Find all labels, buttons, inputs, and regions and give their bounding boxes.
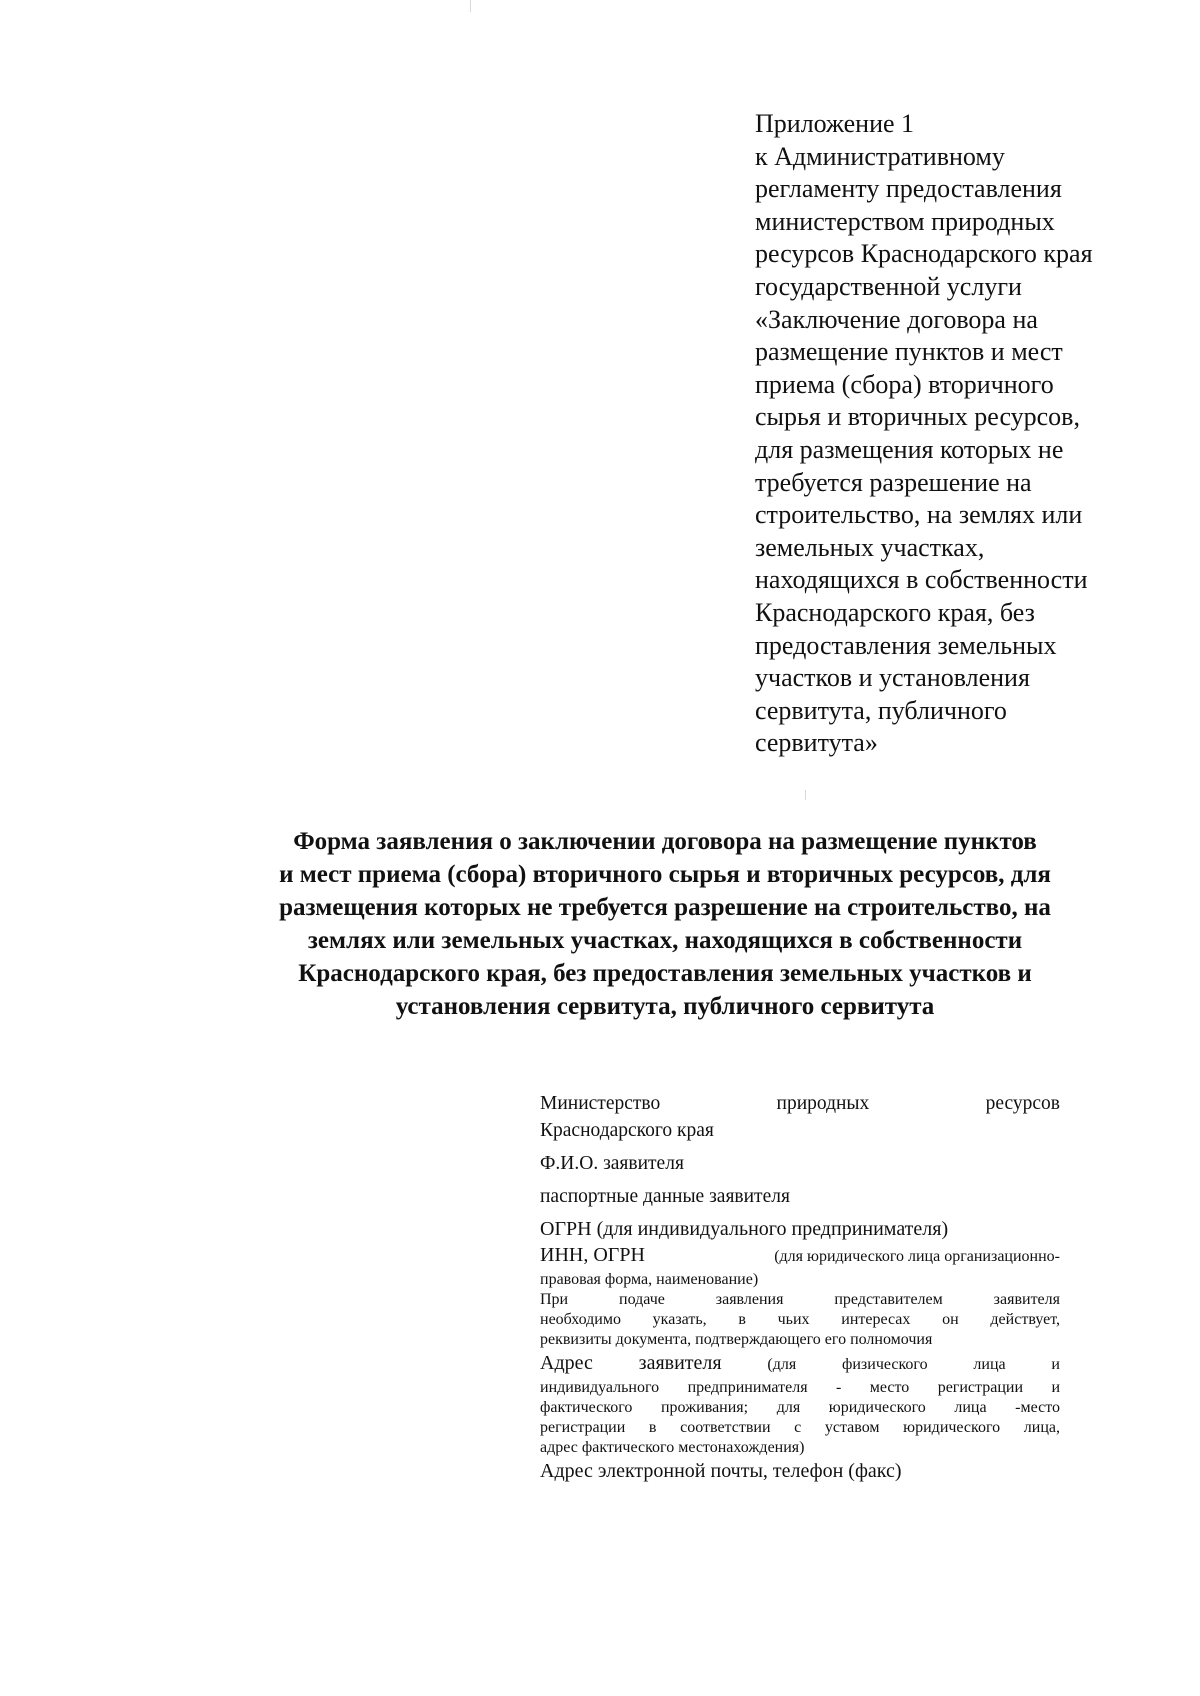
form-title bbox=[200, 825, 1130, 1023]
appendix-line: для размещения которых не bbox=[755, 434, 1064, 464]
recipient-block bbox=[540, 1090, 1060, 1484]
inn-ogrn-main: ИНН, ОГРН bbox=[540, 1244, 645, 1266]
appendix-line: приема (сбора) вторичного bbox=[755, 369, 1054, 399]
address-note: фактического проживания; для юридического лица -место bbox=[540, 1399, 1060, 1416]
appendix-heading bbox=[755, 108, 1175, 760]
representative-note: При подаче заявления представителем заявителя bbox=[540, 1291, 1060, 1308]
form-title-line: установления сервитута, публичного сервитута bbox=[395, 993, 935, 1020]
address-note: регистрации в соответствии с уставом юридического лица, bbox=[540, 1419, 1060, 1436]
appendix-line: к Административному bbox=[755, 141, 1005, 171]
appendix-line: Приложение 1 bbox=[755, 109, 915, 138]
appendix-line: «Заключение договора на bbox=[755, 304, 1038, 334]
appendix-line: государственной услуги bbox=[755, 271, 1022, 301]
address-word: и bbox=[1051, 1356, 1060, 1373]
address-word: физического bbox=[842, 1356, 928, 1373]
form-title-line: Форма заявления о заключении договора на размещение пунктов bbox=[293, 828, 1037, 855]
address-note: индивидуального предпринимателя - место регистрации и bbox=[540, 1379, 1060, 1396]
appendix-line: земельных участках, bbox=[755, 532, 985, 562]
form-title-line: землях или земельных участках, находящихся в собственности bbox=[307, 927, 1023, 954]
address-note: адрес фактического местонахождения) bbox=[540, 1439, 805, 1456]
representative-note: реквизиты документа, подтверждающего его полномочия bbox=[540, 1331, 933, 1348]
appendix-line: размещение пунктов и мест bbox=[755, 337, 1063, 367]
appendix-line: находящихся в собственности bbox=[755, 565, 1088, 595]
appendix-line: сырья и вторичных ресурсов, bbox=[755, 402, 1080, 432]
ministry-word: ресурсов bbox=[985, 1093, 1060, 1114]
form-title-line: Краснодарского края, без предоставления земельных участков и bbox=[298, 960, 1032, 987]
appendix-line: требуется разрешение на bbox=[755, 467, 1032, 497]
inn-ogrn-note-2: правовая форма, наименование) bbox=[540, 1271, 759, 1288]
appendix-line: сервитута» bbox=[755, 728, 878, 758]
form-title-line: и мест приема (сбора) вторичного сырья и вторичных ресурсов, для bbox=[279, 861, 1051, 888]
ministry-line bbox=[540, 1090, 1060, 1117]
scan-mark-top bbox=[470, 0, 471, 12]
inn-ogrn-line bbox=[540, 1242, 1060, 1270]
address-line bbox=[540, 1350, 1060, 1378]
appendix-line: регламенту предоставления bbox=[755, 174, 1062, 204]
ogrn-individual: ОГРН (для индивидуального предпринимателя) bbox=[540, 1218, 949, 1240]
appendix-line: строительство, на землях или bbox=[755, 500, 1083, 530]
ministry-line-2: Краснодарского края bbox=[540, 1120, 714, 1141]
applicant-passport: паспортные данные заявителя bbox=[540, 1186, 790, 1207]
appendix-line: министерством природных bbox=[755, 206, 1055, 236]
inn-ogrn-note: (для юридического лица организационно- bbox=[774, 1248, 1060, 1265]
address-word: (для bbox=[767, 1356, 797, 1373]
scan-mark-middle bbox=[805, 790, 806, 800]
address-word: Адрес bbox=[540, 1352, 593, 1374]
email-phone: Адрес электронной почты, телефон (факс) bbox=[540, 1460, 902, 1482]
ministry-word: природных bbox=[776, 1093, 870, 1114]
applicant-fio: Ф.И.О. заявителя bbox=[540, 1153, 684, 1174]
appendix-line: ресурсов Краснодарского края bbox=[755, 239, 1093, 269]
address-word: лица bbox=[973, 1356, 1006, 1373]
address-word: заявителя bbox=[638, 1352, 722, 1374]
form-title-line: размещения которых не требуется разрешение на строительство, на bbox=[279, 894, 1051, 921]
appendix-line: сервитута, публичного bbox=[755, 695, 1007, 725]
ministry-word: Министерство bbox=[540, 1093, 661, 1114]
representative-note: необходимо указать, в чьих интересах он действует, bbox=[540, 1311, 1060, 1328]
appendix-line: предоставления земельных bbox=[755, 630, 1057, 660]
appendix-line: Краснодарского края, без bbox=[755, 597, 1035, 627]
appendix-line: участков и установления bbox=[755, 663, 1030, 693]
